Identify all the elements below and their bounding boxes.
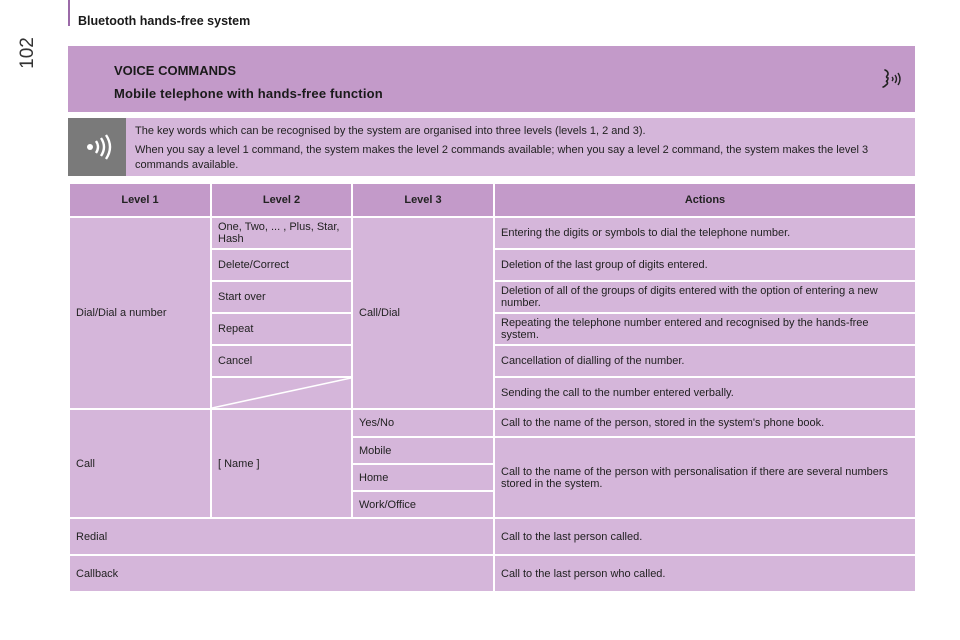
action-cell: Call to the last person who called.: [494, 555, 916, 592]
column-header-actions: Actions: [494, 183, 916, 217]
action-cell: Call to the last person called.: [494, 518, 916, 555]
intro-paragraph: The key words which can be recognised by the system are organised into three levels (levels 1, 2 and 3).: [135, 125, 646, 137]
table-row: [69, 217, 916, 249]
intro-text: [135, 124, 895, 177]
empty-level2-cell: [211, 377, 352, 409]
level2-cell: Delete/Correct: [211, 249, 352, 281]
intro-paragraph: When you say a level 1 command, the system makes the level 2 commands available; when you say a level 2 command, the system makes the level 3 commands available.: [135, 144, 869, 171]
level3-cell: Yes/No: [352, 409, 494, 437]
voice-commands-table: [68, 182, 917, 593]
header-title: VOICE COMMANDS: [114, 63, 237, 78]
intro-panel: [68, 118, 915, 176]
section-marker-bar: [68, 0, 70, 26]
action-cell: Call to the name of the person, stored in the system's phone book.: [494, 409, 916, 437]
action-cell: Entering the digits or symbols to dial the telephone number.: [494, 217, 916, 249]
level2-cell: One, Two, ... , Plus, Star, Hash: [211, 217, 352, 249]
table-row: [69, 518, 916, 555]
action-cell: Deletion of all of the groups of digits entered with the option of entering a new number.: [494, 281, 916, 313]
voice-command-icon: [881, 66, 903, 97]
table-row: [69, 555, 916, 592]
action-cell: Deletion of the last group of digits entered.: [494, 249, 916, 281]
column-header-level3: Level 3: [352, 183, 494, 217]
column-header-level2: Level 2: [211, 183, 352, 217]
level3-cell: Home: [352, 464, 494, 491]
callback-cell: Callback: [69, 555, 494, 592]
redial-cell: Redial: [69, 518, 494, 555]
level2-cell: Repeat: [211, 313, 352, 345]
section-title: Bluetooth hands-free system: [78, 14, 251, 28]
speaker-waves-icon: [68, 118, 126, 176]
level3-cell: Mobile: [352, 437, 494, 464]
action-cell: Call to the name of the person with personalisation if there are several numbers stored in the system.: [494, 437, 916, 518]
action-cell: Cancellation of dialling of the number.: [494, 345, 916, 377]
table-row: [69, 409, 916, 437]
column-header-level1: Level 1: [69, 183, 211, 217]
level2-cell: [ Name ]: [211, 409, 352, 518]
table-header-row: [69, 183, 916, 217]
level2-cell: Cancel: [211, 345, 352, 377]
level3-cell: Call/Dial: [352, 217, 494, 409]
header-subtitle: Mobile telephone with hands-free function: [114, 86, 383, 101]
voice-commands-header: [68, 46, 915, 112]
page-number: 102: [17, 37, 38, 69]
action-cell: Repeating the telephone number entered and recognised by the hands-free system.: [494, 313, 916, 345]
level1-cell: Call: [69, 409, 211, 518]
level1-cell: Dial/Dial a number: [69, 217, 211, 409]
level2-cell: Start over: [211, 281, 352, 313]
action-cell: Sending the call to the number entered verbally.: [494, 377, 916, 409]
level3-cell: Work/Office: [352, 491, 494, 518]
